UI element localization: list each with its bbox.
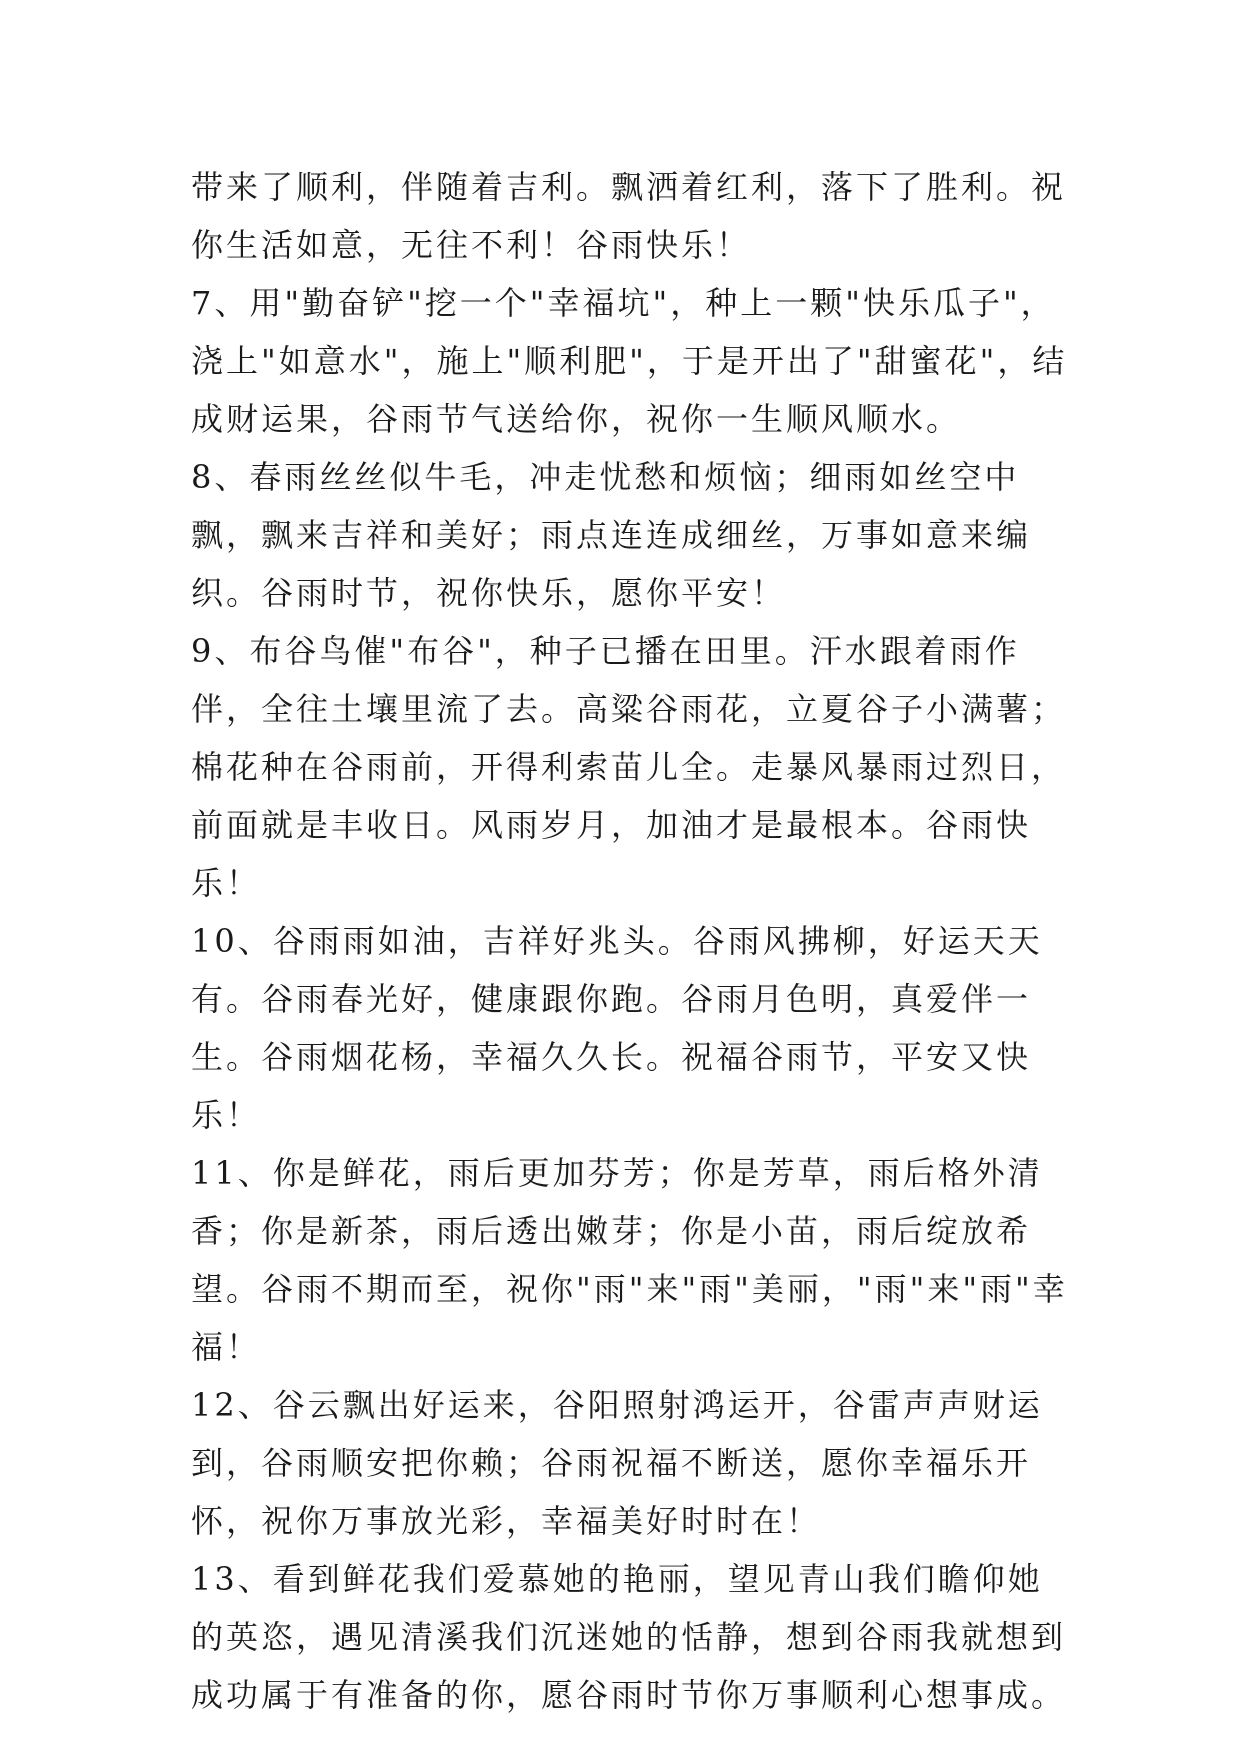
paragraph: 13、看到鲜花我们爱慕她的艳丽，望见青山我们瞻仰她的英恣，遇见清溪我们沉迷她的恬静，想到谷雨我就想到成功属于有准备的你，愿谷雨时节你万事顺利心想事成。 bbox=[191, 1560, 1067, 1714]
paragraph: 8、春雨丝丝似牛毛，冲走忧愁和烦恼；细雨如丝空中飘，飘来吉祥和美好；雨点连连成细丝，万事如意来编织。谷雨时节，祝你快乐，愿你平安！ bbox=[191, 458, 1032, 612]
paragraph: 7、用"勤奋铲"挖一个"幸福坑"，种上一颗"快乐瓜子"，浇上"如意水"，施上"顺利肥"，于是开出了"甜蜜花"，结成财运果，谷雨节气送给你，祝你一生顺风顺水。 bbox=[191, 284, 1068, 438]
paragraph: 11、你是鲜花，雨后更加芬芳；你是芳草，雨后格外清香；你是新茶，雨后透出嫩芽；你是小苗，雨后绽放希望。谷雨不期而至，祝你"雨"来"雨"美丽，"雨"来"雨"幸福！ bbox=[191, 1154, 1068, 1366]
paragraph: 10、谷雨雨如油，吉祥好兆头。谷雨风拂柳，好运天天有。谷雨春光好，健康跟你跑。谷雨月色明，真爱伴一生。谷雨烟花杨，幸福久久长。祝福谷雨节，平安又快乐！ bbox=[191, 922, 1043, 1134]
paragraph: 9、布谷鸟催"布谷"，种子已播在田里。汗水跟着雨作伴，全往土壤里流了去。高粱谷雨花，立夏谷子小满薯；棉花种在谷雨前，开得利索苗儿全。走暴风暴雨过烈日，前面就是丰收日。风雨岁月，加油才是最根本。谷雨快乐！ bbox=[191, 632, 1067, 902]
paragraph: 12、谷云飘出好运来，谷阳照射鸿运开，谷雷声声财运到，谷雨顺安把你赖；谷雨祝福不断送，愿你幸福乐开怀，祝你万事放光彩，幸福美好时时在！ bbox=[191, 1386, 1043, 1540]
paragraph: 带来了顺利，伴随着吉利。飘洒着红利，落下了胜利。祝你生活如意，无往不利！谷雨快乐！ bbox=[191, 168, 1067, 264]
document-body bbox=[191, 158, 1071, 1724]
